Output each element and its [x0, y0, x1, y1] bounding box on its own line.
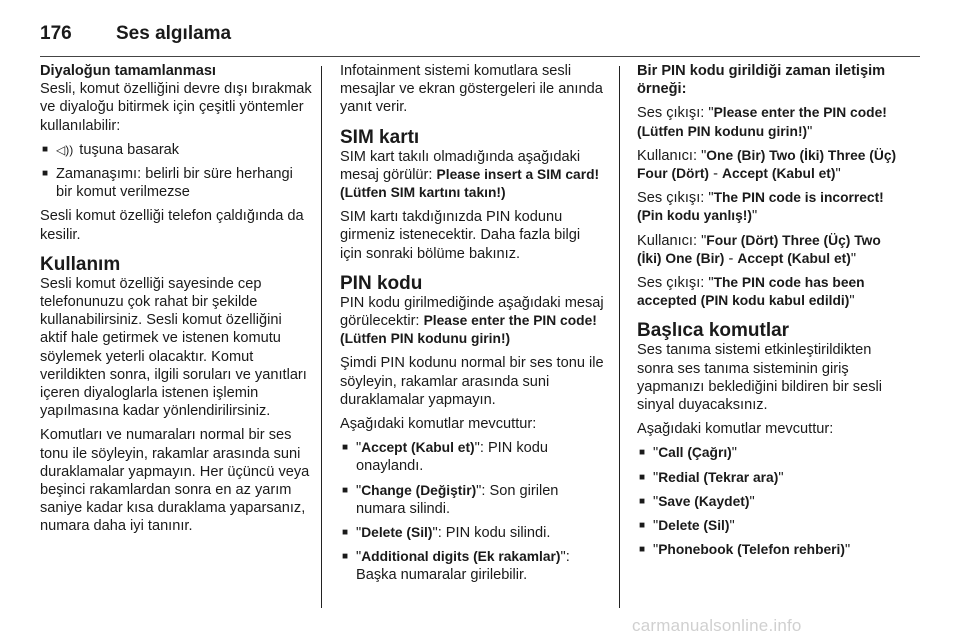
command-label: Additional digits (Ek rakamlar) [361, 549, 561, 565]
speaker-label: Ses çıkışı: [637, 105, 705, 122]
command-label: Phonebook (Telefon rehberi) [658, 542, 845, 558]
dialog-line: The PIN code is incorrect! (Pin kodu yanlış!) [637, 190, 884, 224]
dialog-line: Accept (Kabul et) [722, 166, 836, 182]
list-item: ■ "Delete (Sil)" [637, 517, 909, 535]
sim-text: SIM kart takılı olmadığında aşağıdaki mesaj görülür: [340, 148, 581, 183]
speaker-label: Kullanıcı: [637, 147, 698, 164]
list-item [40, 141, 312, 159]
speaker-label: Ses çıkışı: [637, 275, 705, 292]
column-divider-2 [619, 66, 620, 608]
list-item: ■ "Accept (Kabul et)": PIN kodu onaylandı. [340, 439, 606, 475]
pin-commands-list [340, 439, 606, 584]
dialog-line: The PIN code has been accepted (PIN kodu kabul edildi) [637, 275, 865, 309]
header-rule [40, 56, 920, 57]
heading-pin: PIN kodu [340, 272, 423, 294]
command-label: Delete (Sil) [658, 518, 730, 534]
paragraph-pin-2: Şimdi PIN kodunu normal bir ses tonu ile söyleyin, rakamlar arasında suni duraklamalar yapmayın. [340, 355, 604, 408]
watermark: carmanualsonline.info [632, 616, 802, 635]
paragraph-sim-2: SIM kartı takdığınızda PIN kodunu girmeniz istenecektir. Daha fazla bilgi için sonraki bölüme bakınız. [340, 209, 581, 262]
command-desc: : Son girilen numara silindi. [356, 482, 559, 517]
command-desc: : PIN kodu silindi. [437, 525, 551, 542]
paragraph-dialog: Sesli, komut özelliğini devre dışı bırakmak ve diyaloğu bitirmek için çeşitli yöntemler kullanılabilir: [40, 81, 312, 134]
command-label: Change (Değiştir) [361, 482, 477, 498]
list-item-text: tuşuna basarak [79, 141, 180, 158]
command-desc: : PIN kodu onaylandı. [356, 440, 548, 475]
dialog-voice-1: Ses çıkışı: "Please enter the PIN code! (Lütfen PIN kodunu girin!)" [637, 105, 887, 140]
list-item-text: Zamanaşımı: belirli bir süre herhangi bir komut verilmezse [56, 166, 293, 201]
dialog-line: Accept (Kabul et) [737, 250, 851, 266]
column-1 [40, 62, 312, 542]
speaker-label: Kullanıcı: [637, 232, 698, 249]
dialog-voice-3: Ses çıkışı: "The PIN code has been accepted (PIN kodu kabul edildi)" [637, 275, 865, 310]
column-2 [340, 62, 606, 591]
list-item: ■ "Save (Kaydet)" [637, 493, 909, 511]
heading-sim: SIM kartı [340, 126, 420, 148]
heading-example: Bir PIN kodu girildiği zaman iletişim örneği: [637, 63, 886, 98]
command-desc: : Başka numaralar girilebilir. [356, 549, 570, 584]
heading-usage: Kullanım [40, 253, 121, 275]
speaker-label: Ses çıkışı: [637, 190, 705, 207]
list-item: ■ "Call (Çağrı)" [637, 444, 909, 462]
paragraph-infotainment: Infotainment sistemi komutlara sesli mesajlar ve ekran göstergeleri ile anında yanıt verir. [340, 63, 603, 116]
paragraph-available: Aşağıdaki komutlar mevcuttur: [637, 421, 834, 438]
list-item: ■ "Phonebook (Telefon rehberi)" [637, 541, 909, 559]
dialog-line: One (Bir) Two (İki) Three (Üç) Four (Dört) [637, 147, 897, 182]
list-item: ■ "Additional digits (Ek rakamlar)": Başka numaralar girilebilir. [340, 548, 606, 584]
dialog-user-1: Kullanıcı: "One (Bir) Two (İki) Three (Üç) Four (Dört) - Accept (Kabul et)" [637, 147, 897, 183]
end-methods-list [40, 141, 312, 202]
list-item: ■ "Delete (Sil)": PIN kodu silindi. [340, 524, 606, 542]
paragraph-available: Aşağıdaki komutlar mevcuttur: [340, 416, 537, 433]
paragraph-numbers: Komutları ve numaraları normal bir ses tonu ile söyleyin, rakamlar arasında suni duraklamalar yapmayın. Her üçüncü veya beşinci rakamlardan sonra en az yarım saniye kadar kısa duraklama yaparsanız, numara daha iyi tanınır. [40, 427, 310, 535]
command-label: Redial (Tekrar ara) [658, 469, 779, 485]
dialog-voice-2: Ses çıkışı: "The PIN code is incorrect! (Pin kodu yanlış!)" [637, 190, 884, 225]
dialog-line: Please enter the PIN code! (Lütfen PIN kodunu girin!) [637, 105, 887, 139]
page-number: 176 [40, 23, 72, 44]
list-item [40, 165, 312, 201]
command-label: Delete (Sil) [361, 525, 433, 541]
list-item: ■ "Redial (Tekrar ara)" [637, 469, 909, 487]
pin-text: PIN kodu girilmediğinde aşağıdaki mesaj görülecektir: [340, 294, 604, 330]
dialog-line: Four (Dört) Three (Üç) Two (İki) One (Bir) [637, 232, 881, 266]
paragraph-usage: Sesli komut özelliği sayesinde cep telefonunuzu çok rahat bir şekilde kullanabilirsiniz. Sesli komut özelliğini aktif hale getirmek ve istenen komutu söylemek yeterli olacaktır. Komut verildikten sonra, ilgili soruları ve yanıtları içeren diyaloglarla istenen işlemin yapılmasına kadar yönlendirilirsiniz. [40, 275, 307, 420]
voice-speaker-icon: ◁)) [56, 142, 74, 157]
page-header [40, 16, 231, 52]
paragraph-phone-interrupt: Sesli komut özelliği telefon çaldığında da kesilir. [40, 208, 304, 243]
pin-message: Please enter the PIN code! (Lütfen PIN kodunu girin!) [340, 313, 597, 347]
dialog-user-2: Kullanıcı: "Four (Dört) Three (Üç) Two (İki) One (Bir) - Accept (Kabul et)" [637, 232, 881, 267]
paragraph-main: Ses tanıma sistemi etkinleştirildikten sonra ses tanıma sisteminin giriş yapmanızı beklediğini bildiren bir sesli sinyal duyacaksınız. [637, 342, 882, 414]
command-label: Save (Kaydet) [658, 493, 750, 509]
sim-message: Please insert a SIM card! (Lütfen SIM kartını takın!) [340, 166, 600, 201]
command-label: Accept (Kabul et) [361, 440, 475, 456]
command-label: Call (Çağrı) [658, 445, 732, 461]
column-divider-1 [321, 66, 322, 608]
column-3 [637, 62, 909, 565]
page-title: Ses algılama [116, 23, 232, 44]
paragraph-pin [340, 294, 606, 349]
paragraph-sim [340, 148, 606, 203]
heading-dialog-complete: Diyaloğun tamamlanması [40, 63, 216, 79]
list-item: ■ "Change (Değiştir)": Son girilen numara silindi. [340, 482, 606, 518]
heading-main-commands: Başlıca komutlar [637, 320, 790, 342]
main-commands-list [637, 444, 909, 559]
